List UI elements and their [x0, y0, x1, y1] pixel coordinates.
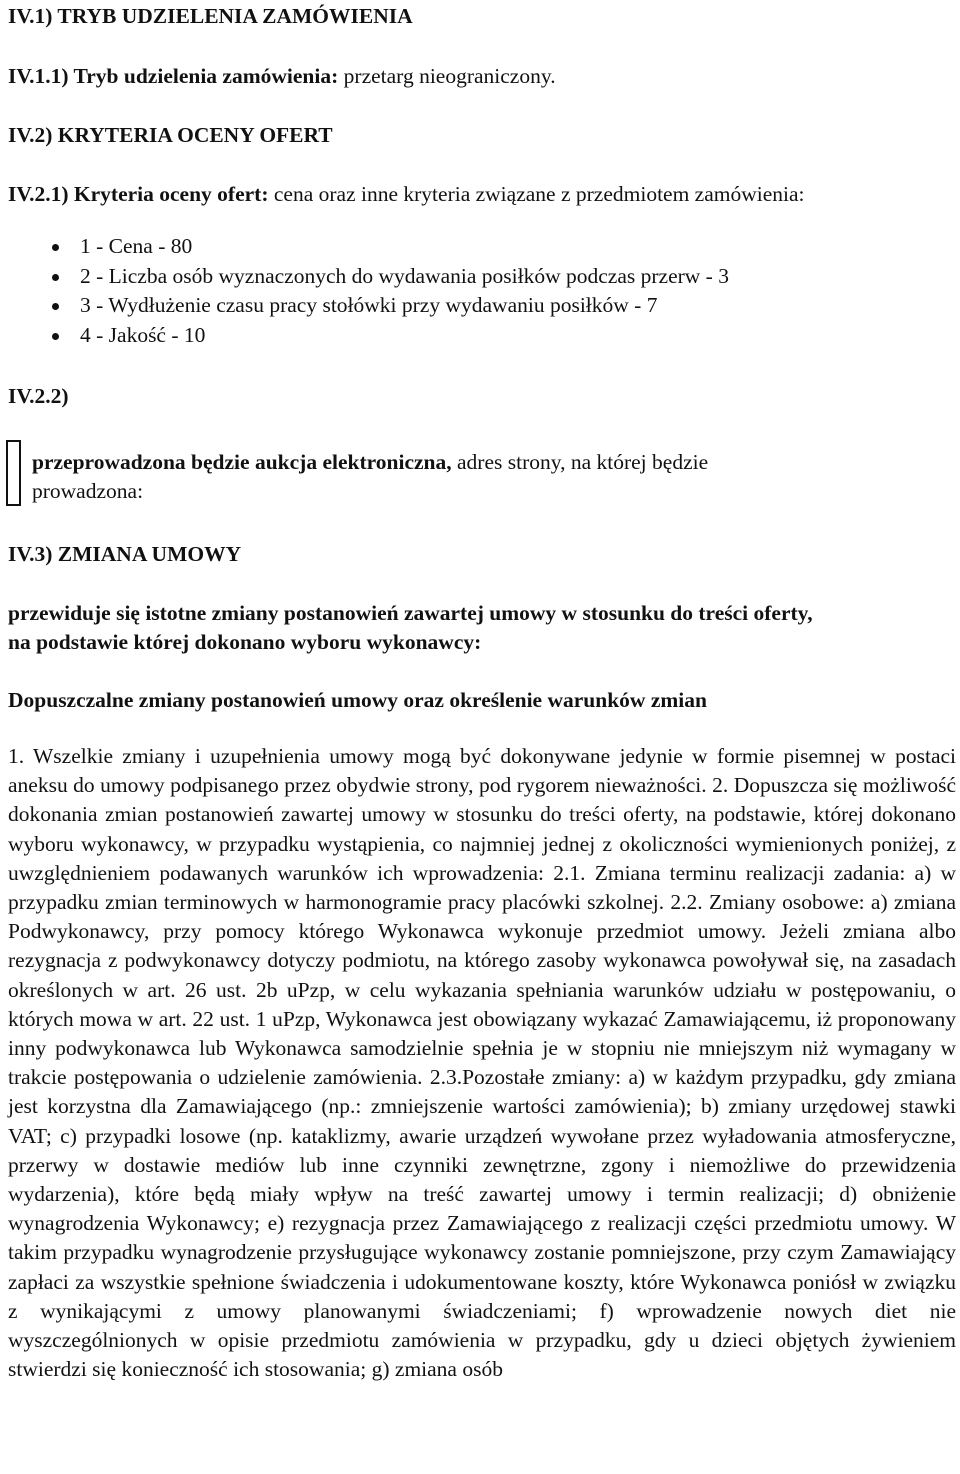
criteria-list: [0, 236, 729, 354]
procedure-mode-label: IV.1.1) Tryb udzielenia zamówienia:: [8, 64, 339, 88]
section-heading-iv2: IV.2) KRYTERIA OCENY OFERT: [8, 123, 333, 147]
allowed-changes-heading: Dopuszczalne zmiany postanowień umowy oraz określenie warunków zmian: [8, 688, 707, 712]
section-heading-iv22: IV.2.2): [8, 384, 69, 408]
section-heading-iv1: IV.1) TRYB UDZIELENIA ZAMÓWIENIA: [8, 4, 413, 28]
criteria-item-text: 4 - Jakość - 10: [80, 322, 206, 347]
bullet-icon: [52, 333, 59, 340]
bullet-icon: [52, 274, 59, 281]
criteria-item-text: 3 - Wydłużenie czasu pracy stołówki przy wydawaniu posiłków - 7: [80, 293, 658, 317]
contract-changes-text: 1. Wszelkie zmiany i uzupełnienia umowy mogą być dokonywane jedynie w formie pisemnej w postaci aneksu do umowy podpisanego przez obydwie strony, pod rygorem nieważności. 2. Dopuszcza się możliwość dokonania zmian postanowień zawartej umowy w stosunku do treści oferty, na podstawie, której dokonano wyboru wykonawcy, w przypadku wystąpienia, co najmniej jednej z okoliczności wymienionych poniżej, z uwzględnieniem podawanych warunków ich wprowadzenia: 2.1. Zmiana terminu realizacji zadania: a) w przypadku zmian terminowych w harmonogramie pracy placówki szkolnej. 2.2. Zmiany osobowe: a) zmiana Podwykonawcy, przy pomocy którego Wykonawca wykonuje przedmiot umowy. Jeżeli zmiana albo rezygnacja z podwykonawcy dotyczy podmiotu, na którego zasoby wykonawca powoływał się, na zasadach określonych w art. 26 ust. 2b uPzp, w celu wykazania spełniania warunków udziału w postępowaniu, o których mowa w art. 22 ust. 1 uPzp, Wykonawca jest obowiązany wykazać Zamawiającemu, iż proponowany inny podwykonawca lub Wykonawca samodzielnie spełnia je w stopniu nie mniejszym niż wymagany w trakcie postępowania o udzielenie zamówienia. 2.3.Pozostałe zmiany: a) w każdym przypadku, gdy zmiana jest korzystna dla Zamawiającego (np.: zmniejszenie wartości zamówienia); b) zmiany urzędowej stawki VAT; c) przypadki losowe (np. kataklizmy, awarie urządzeń wywołane przez wyładowania atmosferyczne, przerwy w dostawie mediów lub inne czynniki zewnętrzne, zgony i niemożliwe do przewidzenia wydarzenia), które będą miały wpływ na treść zawartej umowy i termin realizacji; d) obniżenie wynagrodzenia Wykonawcy; e) rezygnacja przez Zamawiającego z realizacji części przedmiotu umowy. W takim przypadku wynagrodzenie przysługujące wykonawcy zostanie pomniejszone, przy czym Zamawiający zapłaci za wszystkie spełnione świadczenia i udokumentowane koszty, które Wykonawca poniósł w związku z wynikającymi z umowy planowanymi świadczeniami; f) wprowadzenie nowych diet nie wyszczególnionych w opisie przedmiotu zamówienia w przypadku, gdy u dzieci objętych żywieniem stwierdzi się konieczność ich stosowania; g) zmiana osób: [8, 744, 956, 1382]
procedure-mode-line: [8, 66, 556, 88]
bullet-icon: [52, 303, 59, 310]
changes-statement-line-2: na podstawie której dokonano wyboru wykonawcy:: [8, 630, 482, 654]
auction-line-1: [32, 452, 708, 474]
criteria-item-text: 2 - Liczba osób wyznaczonych do wydawania posiłków podczas przerw - 3: [80, 263, 729, 288]
procedure-mode-value: przetarg nieograniczony.: [343, 64, 556, 88]
auction-bold-text: przeprowadzona będzie aukcja elektroniczna,: [32, 450, 452, 474]
auction-checkbox[interactable]: [6, 440, 21, 506]
changes-statement-line-1: przewiduje się istotne zmiany postanowień zawartej umowy w stosunku do treści oferty,: [8, 601, 813, 625]
criteria-item: [0, 295, 729, 325]
criteria-item-text: 1 - Cena - 80: [80, 234, 193, 258]
criteria-item: [0, 322, 729, 355]
bullet-icon: [52, 244, 59, 251]
criteria-intro-line: [8, 184, 805, 206]
criteria-description: cena oraz inne kryteria związane z przedmiotem zamówienia:: [273, 182, 805, 206]
criteria-item: [0, 263, 729, 296]
criteria-label: IV.2.1) Kryteria oceny ofert:: [8, 182, 269, 206]
section-heading-iv3: IV.3) ZMIANA UMOWY: [8, 542, 242, 566]
criteria-item: [0, 236, 729, 266]
auction-line-2: prowadzona:: [32, 479, 144, 503]
auction-address-text: adres strony, na której będzie: [457, 450, 709, 474]
